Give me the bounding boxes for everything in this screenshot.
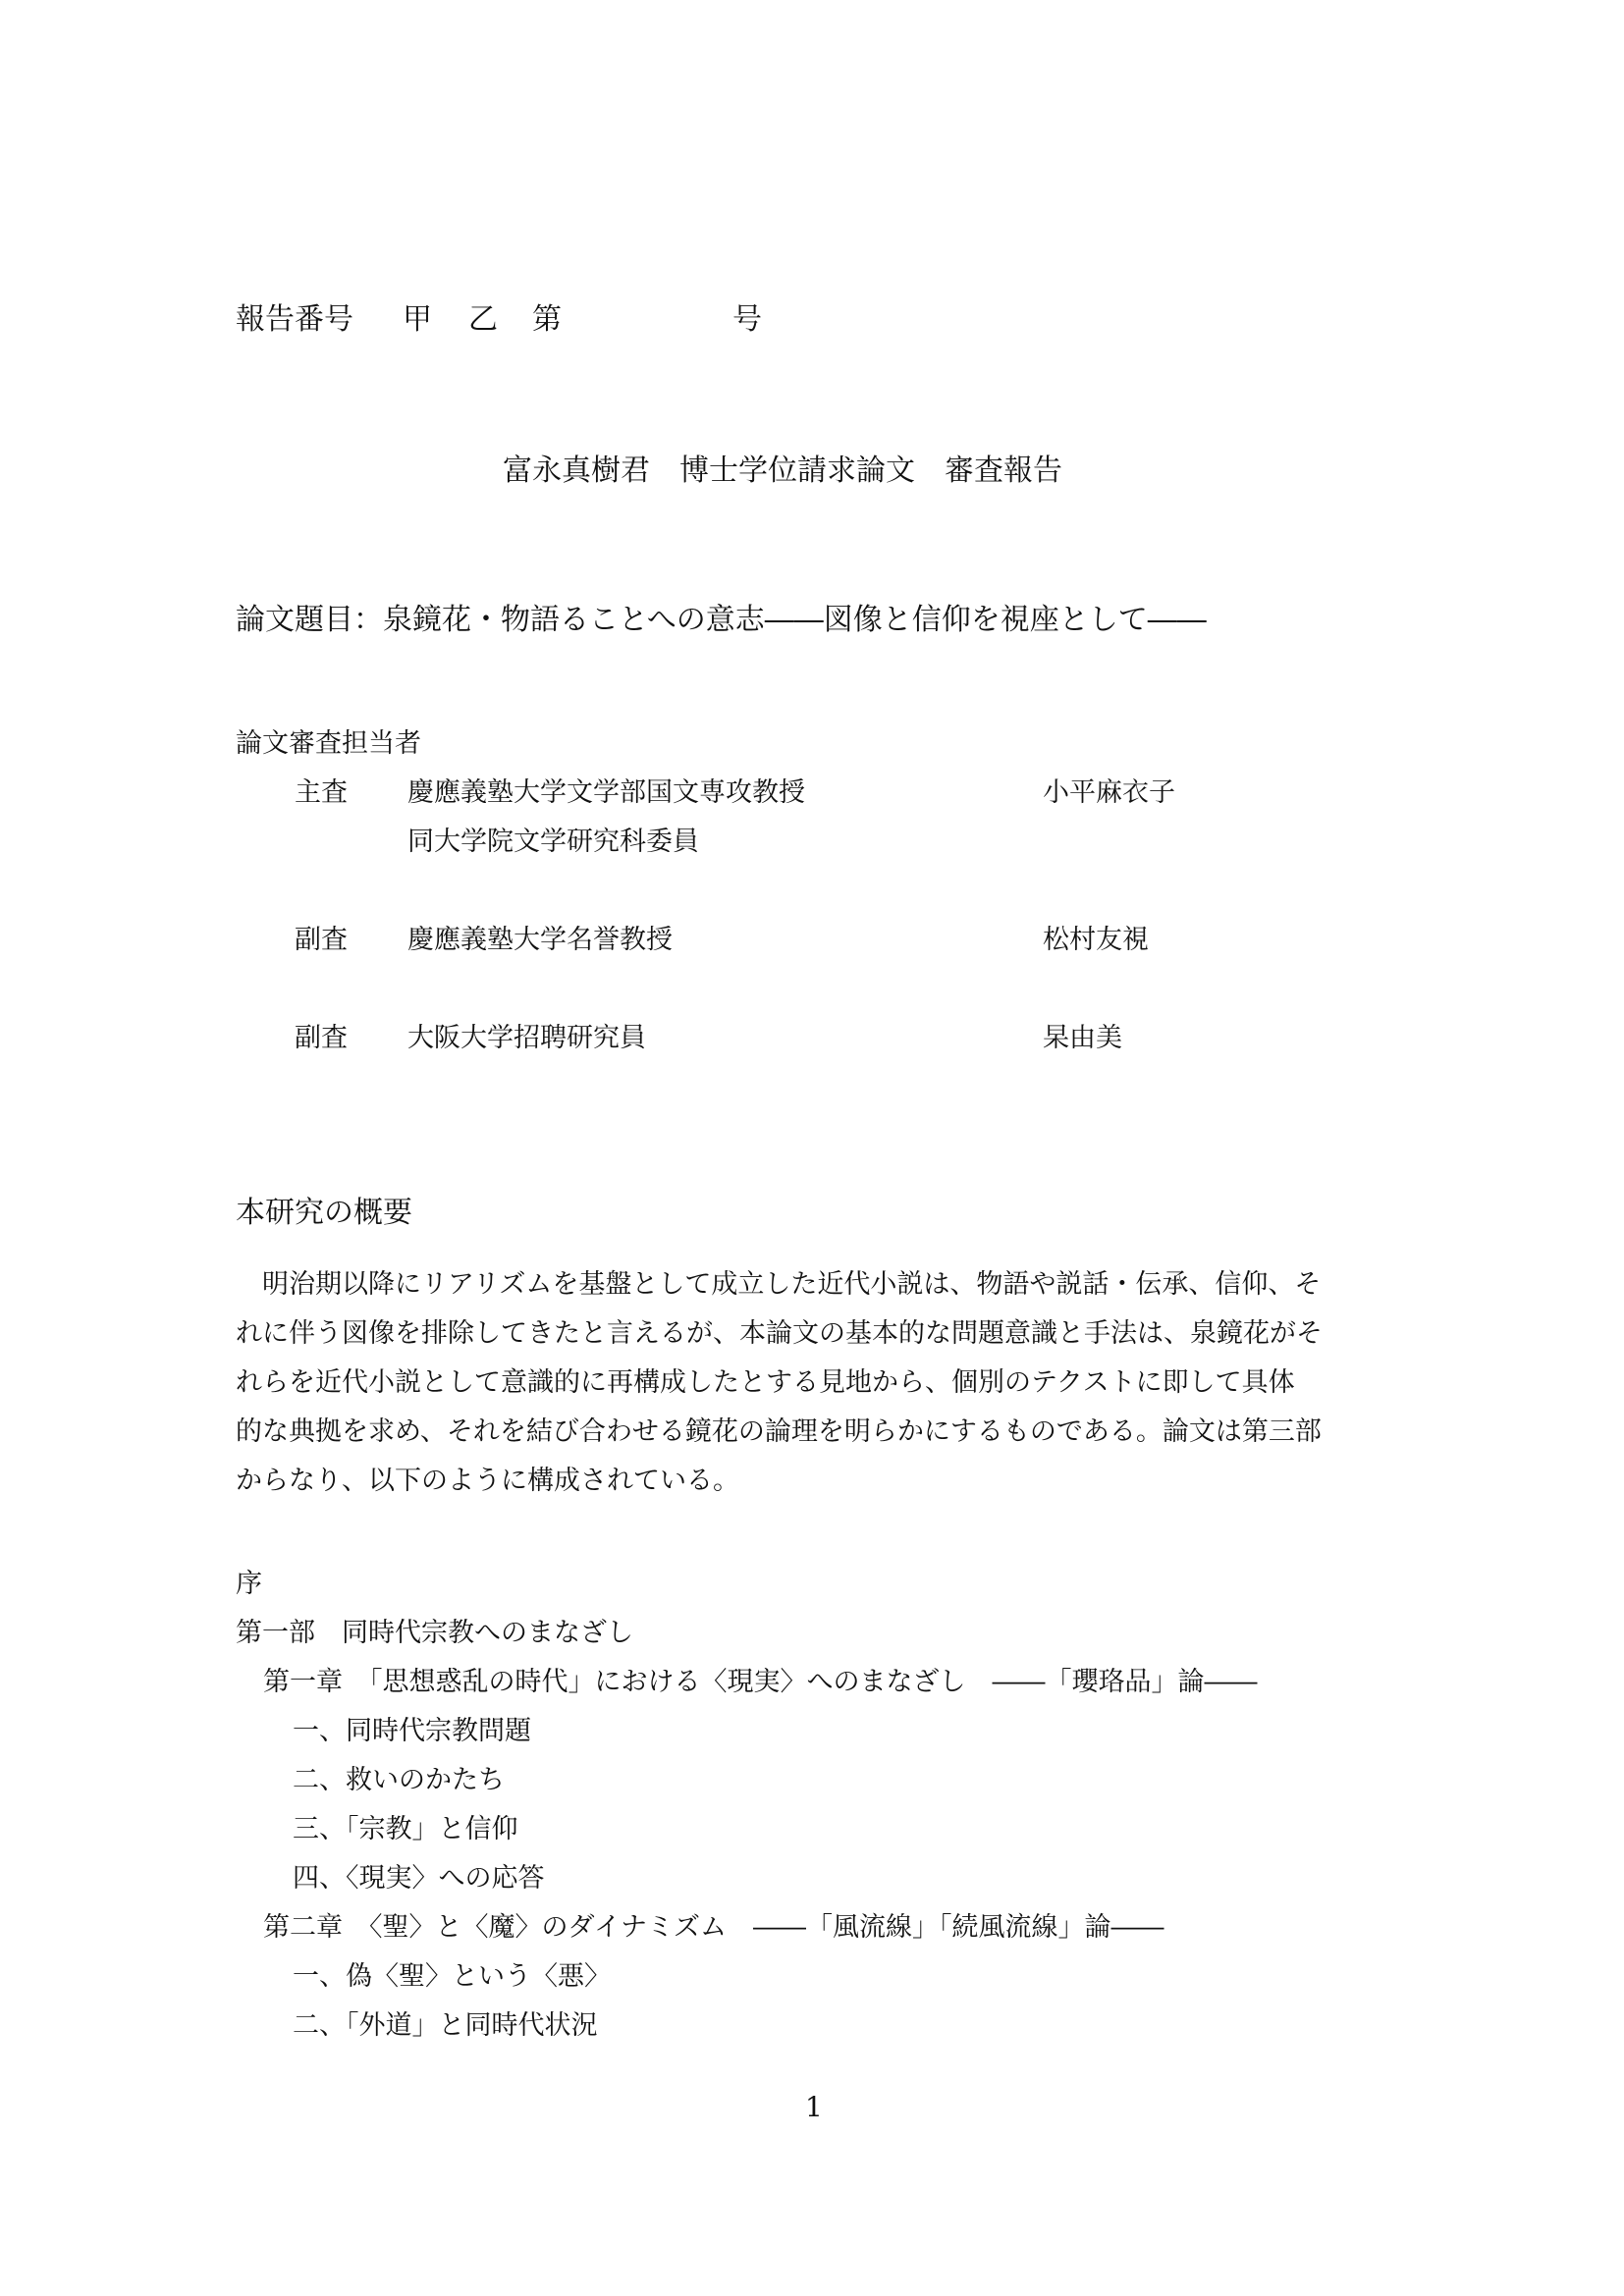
examiners-heading: 論文審査担当者 [236, 728, 421, 759]
report-dai: 第 [532, 302, 562, 337]
toc-item: 二、「外道」と同時代状況 [293, 2010, 598, 2041]
examiner-role: 主査 [295, 777, 348, 808]
toc-item: 四、〈現実〉への応答 [293, 1863, 545, 1894]
examiner-name: 小平麻衣子 [1043, 777, 1175, 808]
overview-line: れらを近代小説として意識的に再構成したとする見地から、個別のテクストに即して具体 [236, 1367, 1295, 1398]
toc-item: 第一部 同時代宗教へのまなざし [236, 1618, 633, 1648]
examiner-name: 松村友視 [1043, 925, 1149, 955]
toc-item: 一、同時代宗教問題 [293, 1716, 531, 1746]
report-number-label: 報告番号 [236, 302, 353, 337]
overview-paragraph [236, 1260, 1410, 1506]
thesis-title: 論文題目：泉鏡花・物語ることへの意志――図像と信仰を視座として―― [236, 603, 1207, 637]
examiner-role: 副査 [295, 1023, 348, 1053]
report-otsu: 乙 [468, 302, 498, 337]
toc-item: 一、偽〈聖〉という〈悪〉 [293, 1961, 611, 1992]
page-title: 富永真樹君 博士学位請求論文 審査報告 [503, 454, 1062, 488]
overview-heading: 本研究の概要 [236, 1196, 412, 1230]
toc-item: 二、救いのかたち [293, 1765, 505, 1795]
examiner-name: 杲由美 [1043, 1023, 1122, 1053]
toc-item: 序 [236, 1569, 262, 1599]
examiner-affiliation-secondary: 同大学院文学研究科委員 [407, 827, 699, 857]
overview-line: 的な典拠を求め、それを結び合わせる鏡花の論理を明らかにするものである。論文は第三部 [236, 1416, 1322, 1447]
report-kou: 甲 [403, 302, 432, 337]
overview-line: からなり、以下のように構成されている。 [236, 1466, 739, 1496]
toc-item: 三、「宗教」と信仰 [293, 1814, 518, 1844]
examiner-role: 副査 [295, 925, 348, 955]
report-gou: 号 [732, 302, 762, 337]
examiner-affiliation: 慶應義塾大学名誉教授 [407, 925, 673, 955]
toc-item: 第二章 〈聖〉と〈魔〉のダイナミズム ――「風流線」「続風流線」論―― [263, 1912, 1164, 1943]
overview-line: 明治期以降にリアリズムを基盤として成立した近代小説は、物語や説話・伝承、信仰、そ [262, 1269, 1322, 1300]
examiner-affiliation: 慶應義塾大学文学部国文専攻教授 [407, 777, 805, 808]
page-number: 1 [805, 2091, 823, 2123]
overview-line: れに伴う図像を排除してきたと言えるが、本論文の基本的な問題意識と手法は、泉鏡花がそ [236, 1318, 1323, 1349]
toc-item: 第一章 「思想惑乱の時代」における〈現実〉へのまなざし ――「瓔珞品」論―― [263, 1667, 1258, 1697]
examiner-affiliation: 大阪大学招聘研究員 [407, 1023, 646, 1053]
